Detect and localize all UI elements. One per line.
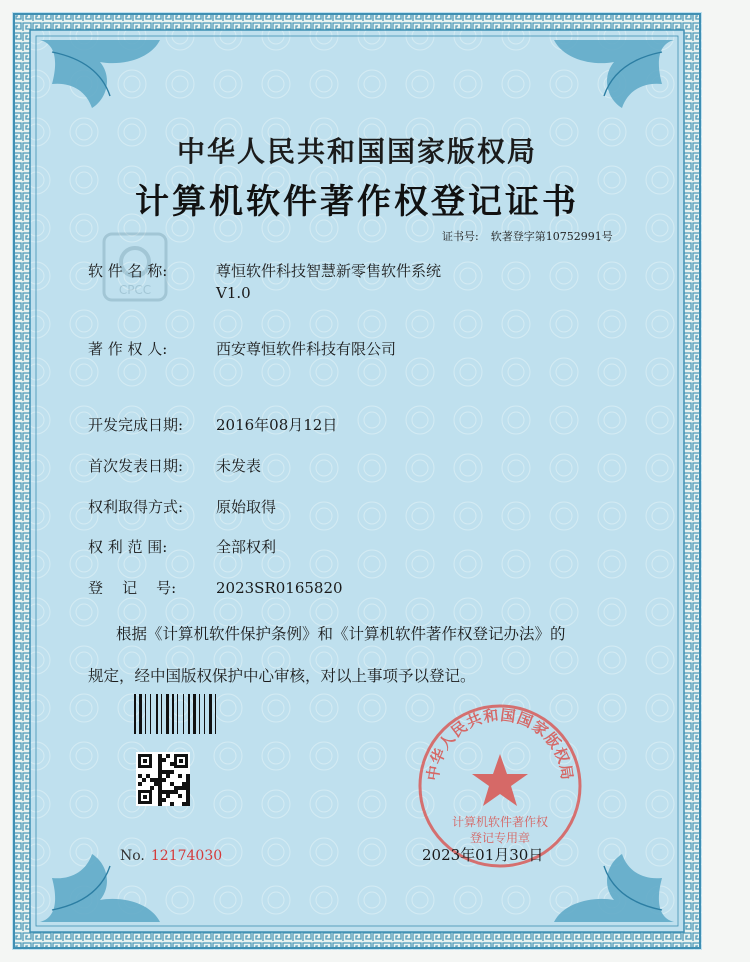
seal-inner-line-1: 计算机软件著作权 — [451, 815, 549, 829]
serial-value: 12174030 — [150, 848, 223, 864]
field-label: 软 件 名 称: — [88, 262, 168, 280]
field-label: 开发完成日期: — [88, 416, 184, 434]
certificate-title: 计算机软件著作权登记证书 — [135, 182, 579, 222]
software-name-line1: 尊恒软件科技智慧新零售软件系统 — [216, 262, 442, 280]
seal-inner-line-2: 登记专用章 — [469, 831, 531, 845]
field-label: 首次发表日期: — [88, 457, 184, 475]
issuer-title: 中华人民共和国国家版权局 — [176, 135, 537, 168]
certificate-number-value: 软著登字第10752991号 — [490, 230, 613, 243]
barcode-icon — [134, 694, 242, 734]
serial-number — [120, 848, 222, 864]
certificate-sheet — [12, 12, 702, 950]
field-value: 未发表 — [216, 457, 262, 475]
field-label: 权 利 范 围: — [88, 538, 168, 556]
field-label: 权利取得方式: — [88, 498, 184, 516]
cpcc-watermark-label: CPCC — [118, 283, 152, 297]
field-value — [216, 260, 441, 304]
field-value: 2016年08月12日 — [216, 416, 338, 434]
field-value: 2023SR0165820 — [216, 579, 343, 597]
field-label: 登 记 号: — [88, 579, 177, 597]
qr-code-icon — [136, 752, 190, 806]
seal-ring-text: 中华人民共和国国家版权局 — [423, 705, 577, 782]
certificate-number-label: 证书号: — [442, 230, 479, 243]
field-value: 西安尊恒软件科技有限公司 — [216, 340, 397, 358]
software-name-version: V1.0 — [216, 284, 251, 302]
field-value: 原始取得 — [216, 498, 277, 516]
certificate-number — [442, 228, 625, 244]
issue-date: 2023年01月30日 — [422, 846, 544, 864]
statement-line-1: 根据《计算机软件保护条例》和《计算机软件著作权登记办法》的 — [116, 625, 566, 643]
field-label: 著 作 权 人: — [88, 340, 168, 358]
field-value: 全部权利 — [216, 538, 277, 556]
serial-prefix: No. — [120, 848, 145, 864]
statement-line-2: 规定，经中国版权保护中心审核，对以上事项予以登记。 — [88, 667, 476, 685]
